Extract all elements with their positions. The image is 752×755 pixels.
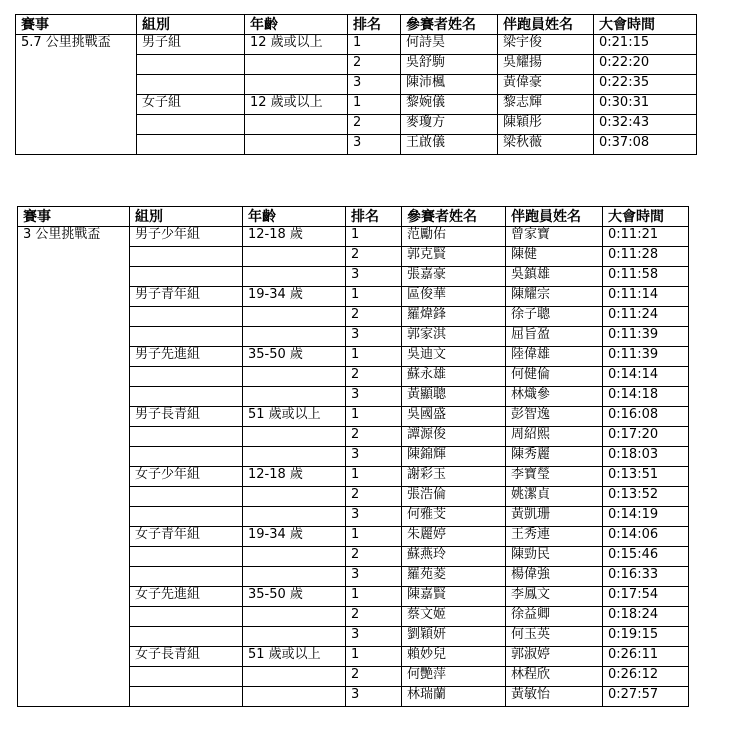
guide-cell: 林程欣	[506, 667, 603, 687]
time-cell: 0:14:06	[603, 527, 689, 547]
rank-cell: 2	[346, 487, 402, 507]
age-cell	[243, 327, 346, 347]
rank-cell: 1	[348, 95, 401, 115]
event-cell	[18, 507, 130, 527]
time-cell: 0:13:51	[603, 467, 689, 487]
rank-cell: 2	[346, 607, 402, 627]
rank-cell: 2	[346, 307, 402, 327]
rank-cell: 1	[346, 587, 402, 607]
participant-cell: 區俊華	[402, 287, 506, 307]
time-cell: 0:17:20	[603, 427, 689, 447]
group-cell	[130, 267, 243, 287]
rank-cell: 1	[348, 35, 401, 55]
age-cell	[245, 75, 348, 95]
rank-cell: 1	[346, 227, 402, 247]
age-cell: 19-34 歲	[243, 287, 346, 307]
participant-cell: 吳舒駒	[401, 55, 498, 75]
guide-cell: 何玉英	[506, 627, 603, 647]
table-row	[18, 547, 689, 567]
table-row	[16, 115, 697, 135]
guide-cell: 陳勁民	[506, 547, 603, 567]
rank-cell: 1	[346, 467, 402, 487]
event-cell	[16, 55, 137, 75]
rank-cell: 3	[346, 387, 402, 407]
guide-cell: 梁宇俊	[498, 35, 594, 55]
participant-cell: 麥瓊方	[401, 115, 498, 135]
table-row	[16, 55, 697, 75]
age-cell: 19-34 歲	[243, 527, 346, 547]
time-cell: 0:13:52	[603, 487, 689, 507]
table-row	[18, 407, 689, 427]
header-age: 年齡	[243, 207, 346, 227]
table-row	[18, 607, 689, 627]
rank-cell: 3	[348, 75, 401, 95]
age-cell	[245, 115, 348, 135]
event-cell	[18, 687, 130, 707]
time-cell: 0:11:14	[603, 287, 689, 307]
group-cell	[130, 667, 243, 687]
rank-cell: 3	[346, 687, 402, 707]
guide-cell: 吳耀揚	[498, 55, 594, 75]
event-cell	[18, 367, 130, 387]
participant-cell: 謝彩玉	[402, 467, 506, 487]
guide-cell: 林熾參	[506, 387, 603, 407]
group-cell	[130, 367, 243, 387]
group-cell	[130, 447, 243, 467]
time-cell: 0:30:31	[594, 95, 697, 115]
guide-cell: 陳穎彤	[498, 115, 594, 135]
guide-cell: 曾家寶	[506, 227, 603, 247]
group-cell	[130, 387, 243, 407]
event-cell	[16, 95, 137, 115]
group-cell	[130, 247, 243, 267]
age-cell	[243, 307, 346, 327]
rank-cell: 1	[346, 527, 402, 547]
time-cell: 0:37:08	[594, 135, 697, 155]
table-row	[18, 247, 689, 267]
rank-cell: 3	[346, 627, 402, 647]
event-cell	[18, 487, 130, 507]
group-cell: 男子長青組	[130, 407, 243, 427]
time-cell: 0:32:43	[594, 115, 697, 135]
age-cell: 12-18 歲	[243, 467, 346, 487]
time-cell: 0:18:24	[603, 607, 689, 627]
table-row	[18, 307, 689, 327]
participant-cell: 蘇燕玲	[402, 547, 506, 567]
table-row	[18, 687, 689, 707]
participant-cell: 蔡文姬	[402, 607, 506, 627]
event-cell	[18, 667, 130, 687]
participant-cell: 張浩倫	[402, 487, 506, 507]
group-cell	[130, 567, 243, 587]
guide-cell: 梁秋薇	[498, 135, 594, 155]
group-cell: 男子少年組	[130, 227, 243, 247]
participant-cell: 郭克賢	[402, 247, 506, 267]
guide-cell: 徐子聰	[506, 307, 603, 327]
group-cell: 女子少年組	[130, 467, 243, 487]
event-cell: 5.7 公里挑戰盃	[16, 35, 137, 55]
participant-cell: 黃顯聰	[402, 387, 506, 407]
guide-cell: 屈旨盈	[506, 327, 603, 347]
header-participant: 參賽者姓名	[402, 207, 506, 227]
header-event: 賽事	[16, 15, 137, 35]
rank-cell: 3	[346, 327, 402, 347]
time-cell: 0:19:15	[603, 627, 689, 647]
guide-cell: 王秀連	[506, 527, 603, 547]
guide-cell: 黃偉豪	[498, 75, 594, 95]
guide-cell: 何健倫	[506, 367, 603, 387]
age-cell	[243, 547, 346, 567]
table-row	[18, 487, 689, 507]
age-cell: 12 歲或以上	[245, 95, 348, 115]
participant-cell: 蘇永雄	[402, 367, 506, 387]
event-cell: 3 公里挑戰盃	[18, 227, 130, 247]
event-cell	[18, 387, 130, 407]
table-row	[18, 467, 689, 487]
header-row	[18, 207, 689, 227]
group-cell	[137, 55, 245, 75]
group-cell: 女子長青組	[130, 647, 243, 667]
event-cell	[18, 427, 130, 447]
table-row	[18, 267, 689, 287]
table-row	[18, 647, 689, 667]
time-cell: 0:14:19	[603, 507, 689, 527]
rank-cell: 2	[348, 55, 401, 75]
table-row	[18, 447, 689, 467]
participant-cell: 劉穎妍	[402, 627, 506, 647]
header-event: 賽事	[18, 207, 130, 227]
age-cell	[243, 447, 346, 467]
header-rank: 排名	[346, 207, 402, 227]
participant-cell: 陳沛楓	[401, 75, 498, 95]
table-row	[16, 135, 697, 155]
time-cell: 0:14:14	[603, 367, 689, 387]
group-cell	[130, 307, 243, 327]
header-rank: 排名	[348, 15, 401, 35]
header-row	[16, 15, 697, 35]
group-cell: 男子先進組	[130, 347, 243, 367]
event-cell	[18, 587, 130, 607]
group-cell	[130, 547, 243, 567]
table-row	[18, 567, 689, 587]
age-cell: 35-50 歲	[243, 587, 346, 607]
event-cell	[16, 115, 137, 135]
table-row	[18, 427, 689, 447]
time-cell: 0:11:21	[603, 227, 689, 247]
time-cell: 0:11:39	[603, 347, 689, 367]
participant-cell: 朱麗婷	[402, 527, 506, 547]
table-row	[18, 507, 689, 527]
participant-cell: 何雅芠	[402, 507, 506, 527]
age-cell	[243, 607, 346, 627]
guide-cell: 周紹熙	[506, 427, 603, 447]
rank-cell: 1	[346, 407, 402, 427]
age-cell: 12 歲或以上	[245, 35, 348, 55]
participant-cell: 羅苑菱	[402, 567, 506, 587]
time-cell: 0:17:54	[603, 587, 689, 607]
age-cell	[243, 507, 346, 527]
participant-cell: 賴妙兒	[402, 647, 506, 667]
age-cell	[243, 247, 346, 267]
rank-cell: 2	[348, 115, 401, 135]
rank-cell: 1	[346, 287, 402, 307]
header-guide: 伴跑員姓名	[498, 15, 594, 35]
table-row	[18, 627, 689, 647]
guide-cell: 郭淑婷	[506, 647, 603, 667]
event-cell	[18, 567, 130, 587]
group-cell	[137, 75, 245, 95]
participant-cell: 羅煒鋒	[402, 307, 506, 327]
time-cell: 0:16:33	[603, 567, 689, 587]
rank-cell: 1	[346, 347, 402, 367]
header-guide: 伴跑員姓名	[506, 207, 603, 227]
guide-cell: 陸偉雄	[506, 347, 603, 367]
guide-cell: 黎志輝	[498, 95, 594, 115]
age-cell	[245, 55, 348, 75]
group-cell	[130, 427, 243, 447]
age-cell: 12-18 歲	[243, 227, 346, 247]
participant-cell: 陳嘉賢	[402, 587, 506, 607]
group-cell: 男子組	[137, 35, 245, 55]
rank-cell: 2	[346, 247, 402, 267]
event-cell	[16, 75, 137, 95]
table-row	[18, 227, 689, 247]
age-cell	[243, 627, 346, 647]
participant-cell: 黎婉儀	[401, 95, 498, 115]
event-cell	[18, 247, 130, 267]
participant-cell: 吳國盛	[402, 407, 506, 427]
time-cell: 0:22:35	[594, 75, 697, 95]
header-time: 大會時間	[603, 207, 689, 227]
header-group: 組別	[137, 15, 245, 35]
age-cell	[243, 687, 346, 707]
time-cell: 0:11:24	[603, 307, 689, 327]
group-cell: 女子青年組	[130, 527, 243, 547]
table-row	[18, 327, 689, 347]
event-cell	[18, 287, 130, 307]
time-cell: 0:27:57	[603, 687, 689, 707]
results-table-5-7km	[15, 14, 697, 155]
rank-cell: 2	[346, 667, 402, 687]
participant-cell: 范勵佑	[402, 227, 506, 247]
time-cell: 0:11:58	[603, 267, 689, 287]
participant-cell: 林瑞蘭	[402, 687, 506, 707]
event-cell	[18, 307, 130, 327]
guide-cell: 黃凱珊	[506, 507, 603, 527]
header-age: 年齡	[245, 15, 348, 35]
header-group: 組別	[130, 207, 243, 227]
table-row	[18, 667, 689, 687]
guide-cell: 黃敏怡	[506, 687, 603, 707]
group-cell: 男子青年組	[130, 287, 243, 307]
time-cell: 0:15:46	[603, 547, 689, 567]
rank-cell: 3	[346, 267, 402, 287]
event-cell	[18, 407, 130, 427]
guide-cell: 姚潔貞	[506, 487, 603, 507]
age-cell	[245, 135, 348, 155]
header-participant: 參賽者姓名	[401, 15, 498, 35]
table-row	[16, 75, 697, 95]
group-cell	[130, 487, 243, 507]
event-cell	[18, 447, 130, 467]
participant-cell: 何詩昊	[401, 35, 498, 55]
participant-cell: 何艷萍	[402, 667, 506, 687]
rank-cell: 1	[346, 647, 402, 667]
results-table-3km	[17, 206, 689, 707]
time-cell: 0:16:08	[603, 407, 689, 427]
guide-cell: 彭智逸	[506, 407, 603, 427]
time-cell: 0:26:11	[603, 647, 689, 667]
participant-cell: 郭家淇	[402, 327, 506, 347]
rank-cell: 2	[346, 547, 402, 567]
table-row	[18, 367, 689, 387]
guide-cell: 吳鎮雄	[506, 267, 603, 287]
time-cell: 0:11:28	[603, 247, 689, 267]
group-cell	[137, 115, 245, 135]
table-row	[16, 95, 697, 115]
guide-cell: 李寶瑩	[506, 467, 603, 487]
event-cell	[18, 267, 130, 287]
group-cell: 女子組	[137, 95, 245, 115]
age-cell: 35-50 歲	[243, 347, 346, 367]
rank-cell: 2	[346, 367, 402, 387]
group-cell	[130, 327, 243, 347]
guide-cell: 陳健	[506, 247, 603, 267]
guide-cell: 陳秀麗	[506, 447, 603, 467]
age-cell	[243, 367, 346, 387]
time-cell: 0:22:20	[594, 55, 697, 75]
participant-cell: 張嘉豪	[402, 267, 506, 287]
group-cell	[130, 627, 243, 647]
rank-cell: 3	[346, 447, 402, 467]
time-cell: 0:14:18	[603, 387, 689, 407]
table-row	[18, 387, 689, 407]
time-cell: 0:21:15	[594, 35, 697, 55]
age-cell	[243, 267, 346, 287]
time-cell: 0:18:03	[603, 447, 689, 467]
group-cell	[130, 687, 243, 707]
rank-cell: 3	[348, 135, 401, 155]
guide-cell: 李鳳文	[506, 587, 603, 607]
age-cell: 51 歲或以上	[243, 647, 346, 667]
rank-cell: 3	[346, 567, 402, 587]
age-cell	[243, 567, 346, 587]
age-cell	[243, 387, 346, 407]
age-cell	[243, 427, 346, 447]
event-cell	[18, 347, 130, 367]
event-cell	[16, 135, 137, 155]
group-cell	[137, 135, 245, 155]
participant-cell: 陳錦輝	[402, 447, 506, 467]
participant-cell: 吳迪文	[402, 347, 506, 367]
header-time: 大會時間	[594, 15, 697, 35]
age-cell	[243, 487, 346, 507]
group-cell	[130, 507, 243, 527]
group-cell	[130, 607, 243, 627]
table-row	[18, 287, 689, 307]
event-cell	[18, 647, 130, 667]
event-cell	[18, 627, 130, 647]
group-cell: 女子先進組	[130, 587, 243, 607]
age-cell: 51 歲或以上	[243, 407, 346, 427]
event-cell	[18, 607, 130, 627]
table-row	[18, 347, 689, 367]
time-cell: 0:26:12	[603, 667, 689, 687]
rank-cell: 3	[346, 507, 402, 527]
table-row	[16, 35, 697, 55]
participant-cell: 王啟儀	[401, 135, 498, 155]
event-cell	[18, 327, 130, 347]
event-cell	[18, 547, 130, 567]
table-row	[18, 527, 689, 547]
guide-cell: 陳耀宗	[506, 287, 603, 307]
participant-cell: 譚源俊	[402, 427, 506, 447]
age-cell	[243, 667, 346, 687]
rank-cell: 2	[346, 427, 402, 447]
table-row	[18, 587, 689, 607]
guide-cell: 徐益卿	[506, 607, 603, 627]
event-cell	[18, 467, 130, 487]
event-cell	[18, 527, 130, 547]
guide-cell: 楊偉強	[506, 567, 603, 587]
time-cell: 0:11:39	[603, 327, 689, 347]
